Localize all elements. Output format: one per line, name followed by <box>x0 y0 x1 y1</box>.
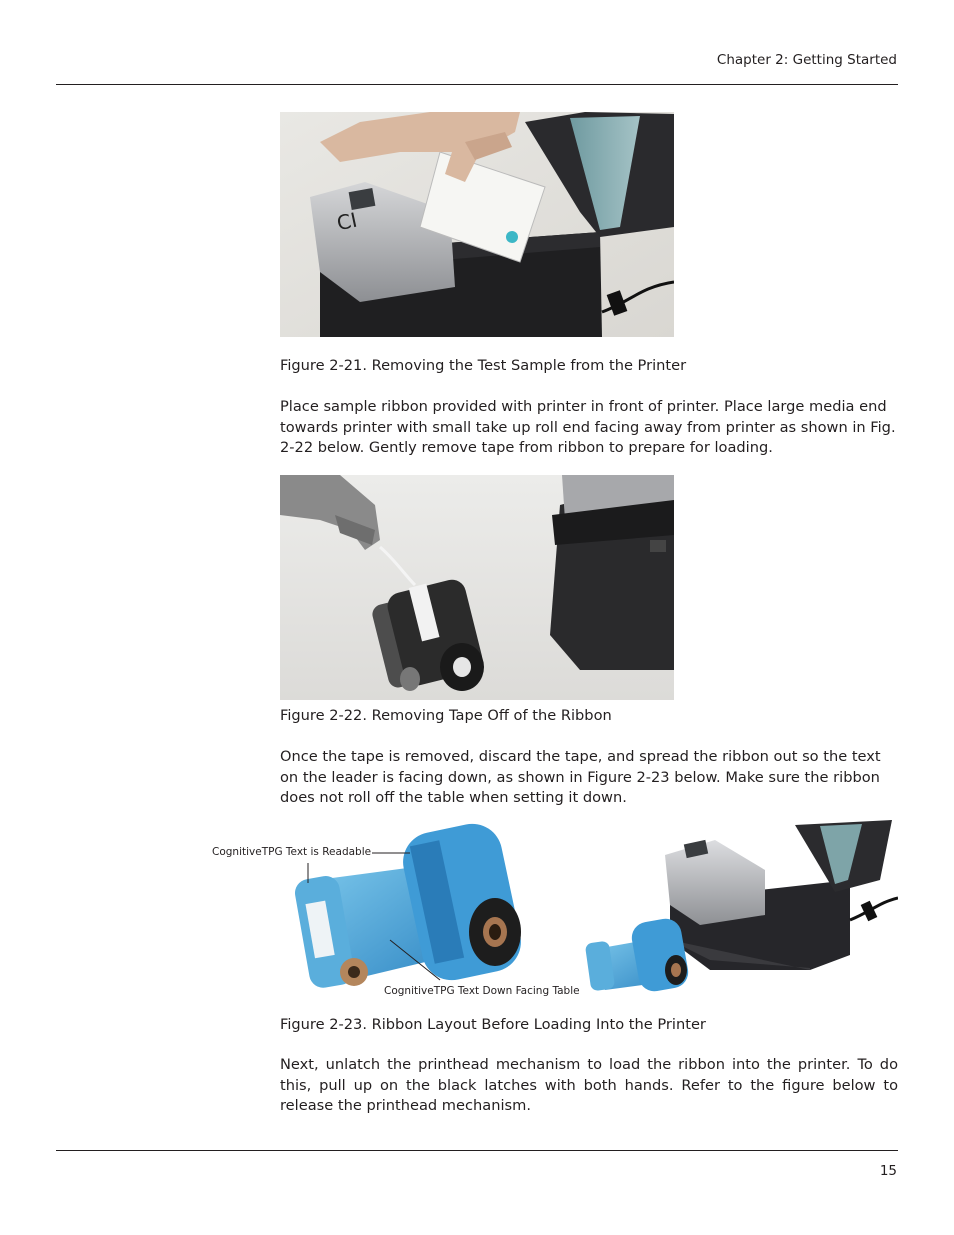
footer-rule <box>56 1150 898 1151</box>
callout-lines <box>300 845 460 995</box>
figure-2-22-caption: Figure 2-22. Removing Tape Off of the Ribbon <box>280 707 612 724</box>
figure-2-21-caption: Figure 2-21. Removing the Test Sample from the Printer <box>280 357 687 374</box>
figure-2-21-photo <box>280 112 674 337</box>
svg-text:CI: CI <box>334 207 360 236</box>
paragraph-place-ribbon: Place sample ribbon provided with printer in front of printer. Place large media end towards printer with small take up roll end facing away from printer as shown in Fig. 2-22 below. Gently remove tape from ribbon to prepare for loading. <box>280 398 896 457</box>
paragraph-spread-ribbon: Once the tape is removed, discard the tape, and spread the ribbon out so the text on the leader is facing down, as shown in Figure 2-23 below. Make sure the ribbon does not roll off the table when setting it down. <box>280 748 881 807</box>
chapter-header: Chapter 2: Getting Started <box>716 52 897 68</box>
paragraph-unlatch-printhead: Next, unlatch the printhead mechanism to load the ribbon into the printer. To do this, pull up on the black latches with both hands. Refer to the figure below to release the printhead mechanism. <box>280 1056 898 1115</box>
callout-text-down: CognitiveTPG Text Down Facing Table <box>384 985 580 997</box>
figure-2-23-printer-photo <box>580 820 898 996</box>
header-rule <box>56 84 898 85</box>
page-number: 15 <box>879 1163 897 1179</box>
figure-2-22-photo <box>280 475 674 700</box>
figure-2-23-caption: Figure 2-23. Ribbon Layout Before Loading Into the Printer <box>280 1016 706 1033</box>
callout-text-readable: CognitiveTPG Text is Readable <box>212 846 372 858</box>
